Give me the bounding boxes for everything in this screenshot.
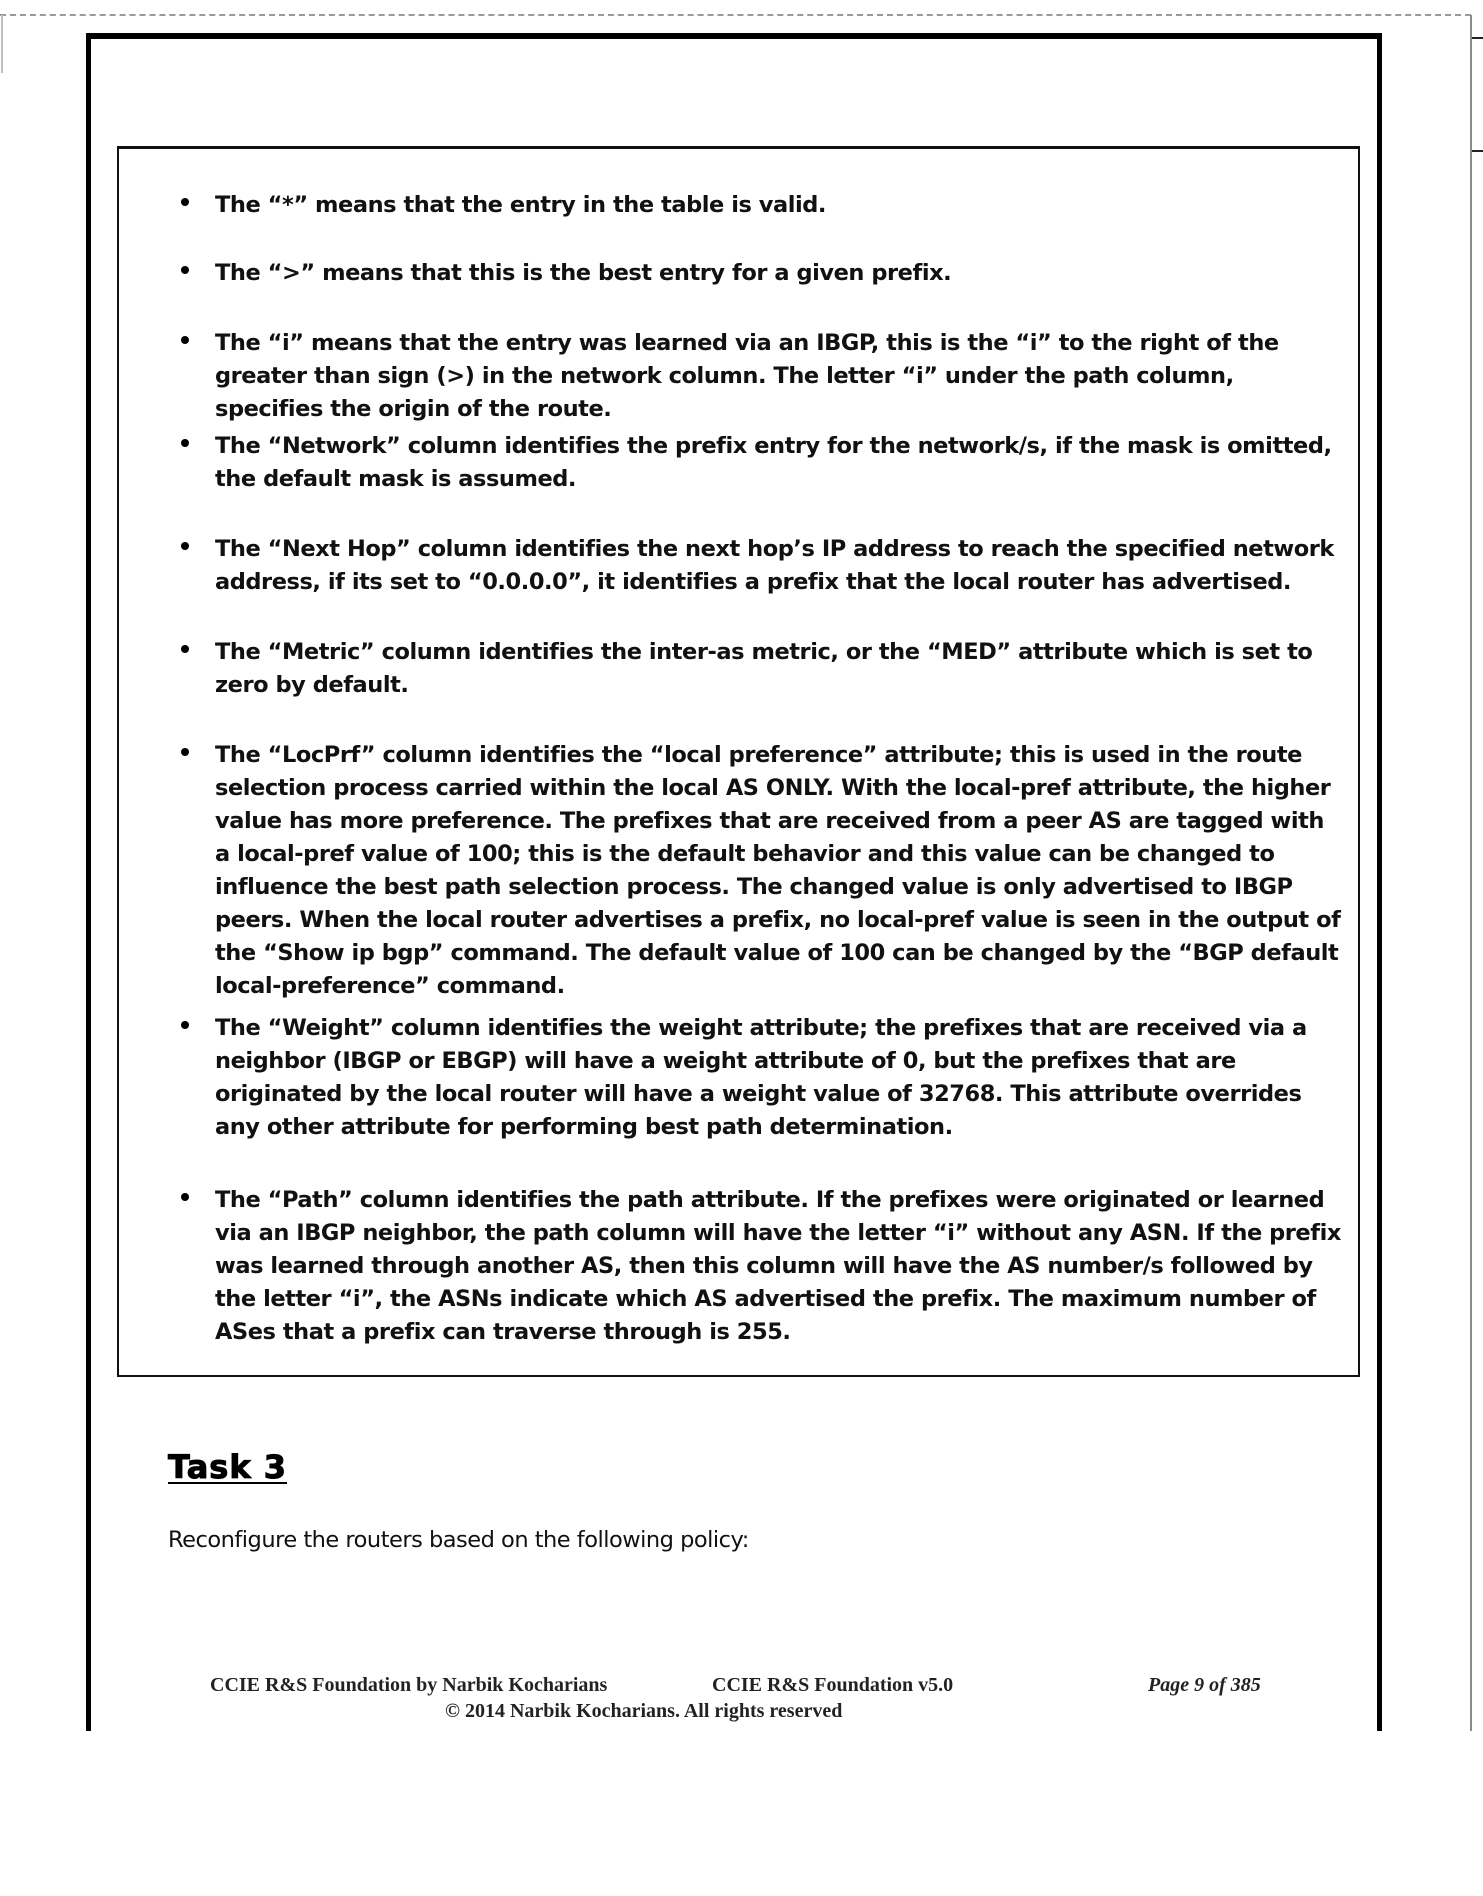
task-heading: Task 3 [168, 1448, 288, 1486]
bullet-text: The “LocPrf” column identifies the “local preference” attribute; this is used in the route selection process carried within the local AS ONLY. With the local-pref attribute, the higher value has more preference. The prefixes that are received from a peer AS are tagged with a local-pref value of 100; this is the default behavior and this value can be changed to influence the best path selection process. The changed value is only advertised to IBGP peers. When the local router advertises a prefix, no local-pref value is seen in the output of the “Show ip bgp” command. The default value of 100 can be changed by the “BGP default local-preference” command. [215, 742, 1341, 999]
bullet-text: The “Metric” column identifies the inter-as metric, or the “MED” attribute which is set to zero by default. [215, 639, 1313, 698]
bullet-dot-icon [181, 198, 189, 206]
page-frame-top [86, 33, 1382, 39]
bullet-dot-icon [181, 542, 189, 550]
bullet-text: The “Next Hop” column identifies the next hop’s IP address to reach the specified network address, if its set to “0.0.0.0”, it identifies a prefix that the local router has advertised. [215, 536, 1334, 595]
footer-book-author: CCIE R&S Foundation by Narbik Kocharians [210, 1674, 608, 1696]
note-box [117, 146, 1360, 1377]
bullet-text: The “Network” column identifies the prefix entry for the network/s, if the mask is omitted, the default mask is assumed. [215, 433, 1332, 492]
scan-edge-left [1, 15, 3, 73]
task-description: Reconfigure the routers based on the following policy: [168, 1527, 749, 1553]
scan-tick-mark [1472, 37, 1483, 39]
bullet-text: The “Path” column identifies the path attribute. If the prefixes were originated or learned via an IBGP neighbor, the path column will have the letter “i” without any ASN. If the prefix was learned through another AS, then this column will have the AS number/s followed by the letter “i”, the ASNs indicate which AS advertised the prefix. The maximum number of ASes that a prefix can traverse through is 255. [215, 1187, 1341, 1345]
footer-book-version: CCIE R&S Foundation v5.0 [712, 1674, 954, 1696]
footer-page-number: Page 9 of 385 [1148, 1674, 1261, 1696]
bullet-dot-icon [181, 439, 189, 447]
bullet-dot-icon [181, 645, 189, 653]
bullet-dot-icon [181, 1021, 189, 1029]
page-frame-left [86, 33, 91, 1731]
footer-copyright: © 2014 Narbik Kocharians. All rights reserved [445, 1700, 843, 1722]
page-frame-right [1377, 38, 1382, 1731]
bullet-dot-icon [181, 1193, 189, 1201]
bullet-text: The “*” means that the entry in the table is valid. [215, 192, 827, 218]
bullet-dot-icon [181, 266, 189, 274]
scan-tick-mark [1472, 150, 1483, 152]
bullet-dot-icon [181, 336, 189, 344]
scan-edge-top [0, 14, 1471, 16]
bullet-text: The “>” means that this is the best entry for a given prefix. [215, 260, 952, 286]
bullet-dot-icon [181, 748, 189, 756]
bullet-text: The “i” means that the entry was learned via an IBGP, this is the “i” to the right of the greater than sign (>) in the network column. The letter “i” under the path column, specifies the origin of the route. [215, 330, 1279, 422]
bullet-text: The “Weight” column identifies the weight attribute; the prefixes that are received via a neighbor (IBGP or EBGP) will have a weight attribute of 0, but the prefixes that are originated by the local router will have a weight value of 32768. This attribute overrides any other attribute for performing best path determination. [215, 1015, 1307, 1140]
scan-edge-right [1470, 15, 1472, 1731]
